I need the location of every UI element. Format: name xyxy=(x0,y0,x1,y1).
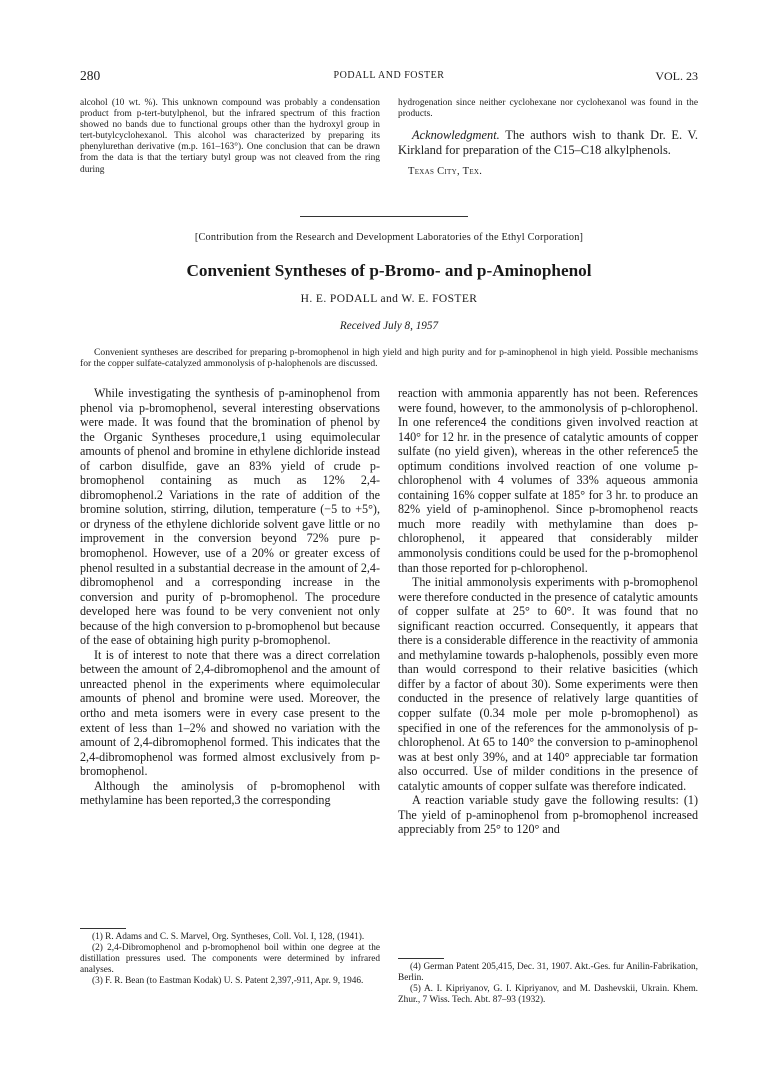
received-date: Received July 8, 1957 xyxy=(339,320,439,332)
acknowledgment xyxy=(398,128,698,157)
prev-article-right xyxy=(398,98,698,177)
footnotes-left xyxy=(80,928,380,987)
body-paragraph: While investigating the synthesis of p-aminophenol from phenol via p-bromophenol, several interesting observations were made. It was found that the bromination of phenol by the Organic Syntheses procedure,1 using equimolecular amounts of phenol and bromine in ethylene dichloride instead of carbon disulfide, gave an 83% yield of crude p-bromophenol containing as much as 12% 2,4-dibromophenol.2 Variations in the rate of addition of the bromine solution, stirring, dilution, temperature (−5 to +5°), or dryness of the ethylene dichloride solvent gave little or no improvement in the conversion beyond 72% pure p-bromophenol. However, use of a 20% or greater excess of phenol resulted in a substantial decrease in the amount of 2,4-dibromophenol and a corresponding increase in the conversion and purity of p-bromophenol. The procedure developed here was found to be very convenient not only because of the high conversion to p-bromophenol but because of the ease of obtaining high purity p-bromophenol. xyxy=(80,386,380,648)
article-title: Convenient Syntheses of p-Bromo- and p-Aminophenol xyxy=(186,261,592,280)
body-paragraph: reaction with ammonia apparently has not been. References were found, however, to the ammonolysis of p-chlorophenol. In one reference4 the conditions given involved reaction at 140° for 12 hr. in the presence of catalytic amounts of copper sulfate (no yield given), whereas in the other reference5 the optimum conditions involved reaction of one volume p-chlorophenol with 4 volumes of 33% aqueous ammonia containing 16% copper sulfate at 185° for 3 hr. to produce an 82% yield of p-aminophenol. Since p-bromophenol reacts much more readily with methylamine than does p-chlorophenol, it appeared that considerably milder ammonolysis conditions could be used for the p-bromophenol than those reported for p-chlorophenol. xyxy=(398,386,698,575)
prev-article-conclusion: hydrogenation since neither cyclohexane nor cyclohexanol was found in the products. xyxy=(398,98,698,120)
body-paragraph: A reaction variable study gave the following results: (1) The yield of p-aminophenol from p-bromophenol increased appreciably from 25° to 120° and xyxy=(398,793,698,837)
body-left-column xyxy=(80,386,380,808)
abstract: Convenient syntheses are described for preparing p-bromophenol in high yield and high purity and for p-aminophenol in high yield. Possible mechanisms for the copper sulfate-catalyzed ammonolysis of p-halophenols are discussed. xyxy=(80,347,698,370)
prev-article-text: alcohol (10 wt. %). This unknown compound was probably a condensation product from p-tert-butylphenol, but the infrared spectrum of this fraction showed no bands due to functional groups other than the hydroxyl group in tert-butylcyclohexanol. This alcohol was characterized by preparing its phenylurethan derivative (m.p. 161–163°). One conclusion that can be drawn from the data is that the tertiary butyl group was not cleaved from the ring during xyxy=(80,98,380,175)
prev-article-affiliation: Texas City, Tex. xyxy=(408,166,483,178)
article-separator xyxy=(300,216,468,217)
acknowledgment-label: Acknowledgment. xyxy=(412,128,500,143)
body-paragraph: Although the aminolysis of p-bromophenol with methylamine has been reported,3 the corresponding xyxy=(80,778,380,808)
acknowledgment-text: The authors wish to thank Dr. E. V. Kirkland for preparation of the C15–C18 alkylphenols. xyxy=(398,128,698,157)
body-paragraph: The initial ammonolysis experiments with p-bromophenol were therefore conducted in the presence of catalytic amounts of copper sulfate at 25° to 60°. It was found that no significant reaction occurred. Consequently, it appears that there is a considerable difference in the reactivity of ammonia and methylamine towards p-halophenols, possibly even more than would correspond to their relative basicities (which differ by a factor of about 30). Some experiments were then conducted in the presence of relatively large quantities of copper sulfate (0.34 mole per mole p-bromophenol) as specified in one of the references for the ammonolysis of p-chlorophenol. At 65 to 140° the conversion to p-aminophenol was at best only 39%, and at 140° appreciable tar formation also occurred. Use of milder conditions in the presence of catalytic amounts of copper sulfate was therefore indicated. xyxy=(398,575,698,793)
running-head: PODALL AND FOSTER xyxy=(333,70,445,81)
volume-label: VOL. 23 xyxy=(655,69,698,83)
page-number: 280 xyxy=(80,68,101,83)
body-paragraph: It is of interest to note that there was a direct correlation between the amount of 2,4-dibromophenol and the amount of unreacted phenol in the experiments where equimolecular amounts of phenol and bromine were used. Moreover, the ortho and meta isomers were in every case present to the extent of less than 1–2% and showed no variation with the amount of 2,4-dibromophenol formed. This indicates that the 2,4-dibromophenol was formed almost exclusively from p-bromophenol. xyxy=(80,647,380,779)
footnote: (4) German Patent 205,415, Dec. 31, 1907. Akt.-Ges. fur Anilin-Fabrikation, Berlin. xyxy=(398,962,698,983)
footnotes-right xyxy=(398,958,698,1006)
running-header xyxy=(80,68,698,84)
footnote: (5) A. I. Kipriyanov, G. I. Kipriyanov, and M. Dashevskii, Ukrain. Khem. Zhur., 7 Wiss. Tech. Abt. 87–93 (1932). xyxy=(398,984,698,1005)
footnote-rule xyxy=(398,958,444,959)
footnote-rule xyxy=(80,928,126,929)
contribution-line: [Contribution from the Research and Development Laboratories of the Ethyl Corporation] xyxy=(194,232,584,243)
prev-article-left xyxy=(80,98,380,176)
footnote: (2) 2,4-Dibromophenol and p-bromophenol boil within one degree at the distillation pressures used. The components were determined by infrared analyses. xyxy=(80,943,380,975)
footnote: (3) F. R. Bean (to Eastman Kodak) U. S. Patent 2,397,-911, Apr. 9, 1946. xyxy=(92,976,364,986)
footnote: (1) R. Adams and C. S. Marvel, Org. Syntheses, Coll. Vol. I, 128, (1941). xyxy=(92,932,365,942)
article-authors: H. E. PODALL and W. E. FOSTER xyxy=(300,293,478,305)
body-right-column xyxy=(398,386,698,837)
